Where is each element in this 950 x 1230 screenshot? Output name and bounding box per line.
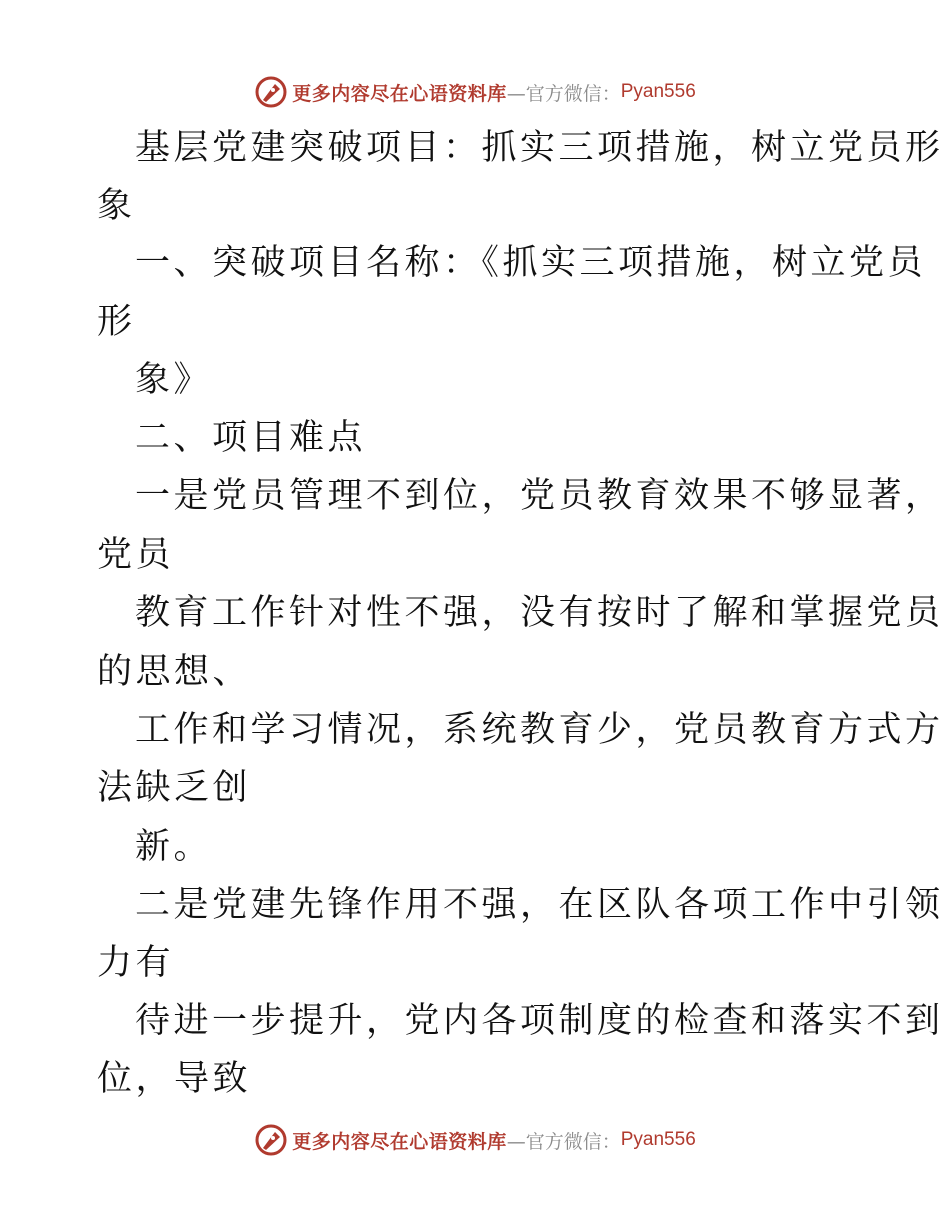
document-title-line-1: 基层党建突破项目：抓实三项措施，树立党员形 [135, 128, 944, 168]
watermark-separator: —官方微信： [506, 1130, 621, 1153]
watermark-text: 更多内容尽在心语资料库 [292, 82, 507, 105]
paragraph-line: 法缺乏创 [97, 768, 252, 808]
pen-nib-circle-icon [254, 1123, 288, 1157]
watermark-handle: Pyan556 [620, 1129, 696, 1150]
watermark-separator: —官方微信： [506, 82, 621, 105]
paragraph-line: 教育工作针对性不强，没有按时了解和掌握党员 [135, 593, 944, 633]
paragraph-line: 的思想、 [97, 652, 252, 692]
paragraph-line: 党员 [97, 535, 175, 575]
paragraph-line: 工作和学习情况，系统教育少，党员教育方式方 [135, 710, 944, 750]
paragraph-line: 一、突破项目名称：《抓实三项措施，树立党员 [135, 243, 927, 283]
paragraph-line: 待进一步提升，党内各项制度的检查和落实不到 [135, 1001, 944, 1041]
watermark-handle: Pyan556 [620, 81, 696, 102]
paragraph-line: 力有 [97, 943, 175, 983]
header-watermark [0, 72, 950, 112]
paragraph-line: 象》 [135, 360, 213, 400]
document-title-line-2: 象 [97, 186, 136, 226]
footer-watermark [0, 1120, 950, 1160]
paragraph-line: 位，导致 [97, 1059, 252, 1099]
watermark-text: 更多内容尽在心语资料库 [292, 1130, 507, 1153]
pen-nib-circle-icon [254, 75, 288, 109]
paragraph-line: 一是党员管理不到位，党员教育效果不够显著， [135, 476, 944, 516]
paragraph-line: 二是党建先锋作用不强，在区队各项工作中引领 [135, 885, 944, 925]
paragraph-line: 形 [97, 302, 136, 342]
section-heading: 二、项目难点 [135, 418, 367, 458]
paragraph-line: 新。 [135, 827, 213, 867]
